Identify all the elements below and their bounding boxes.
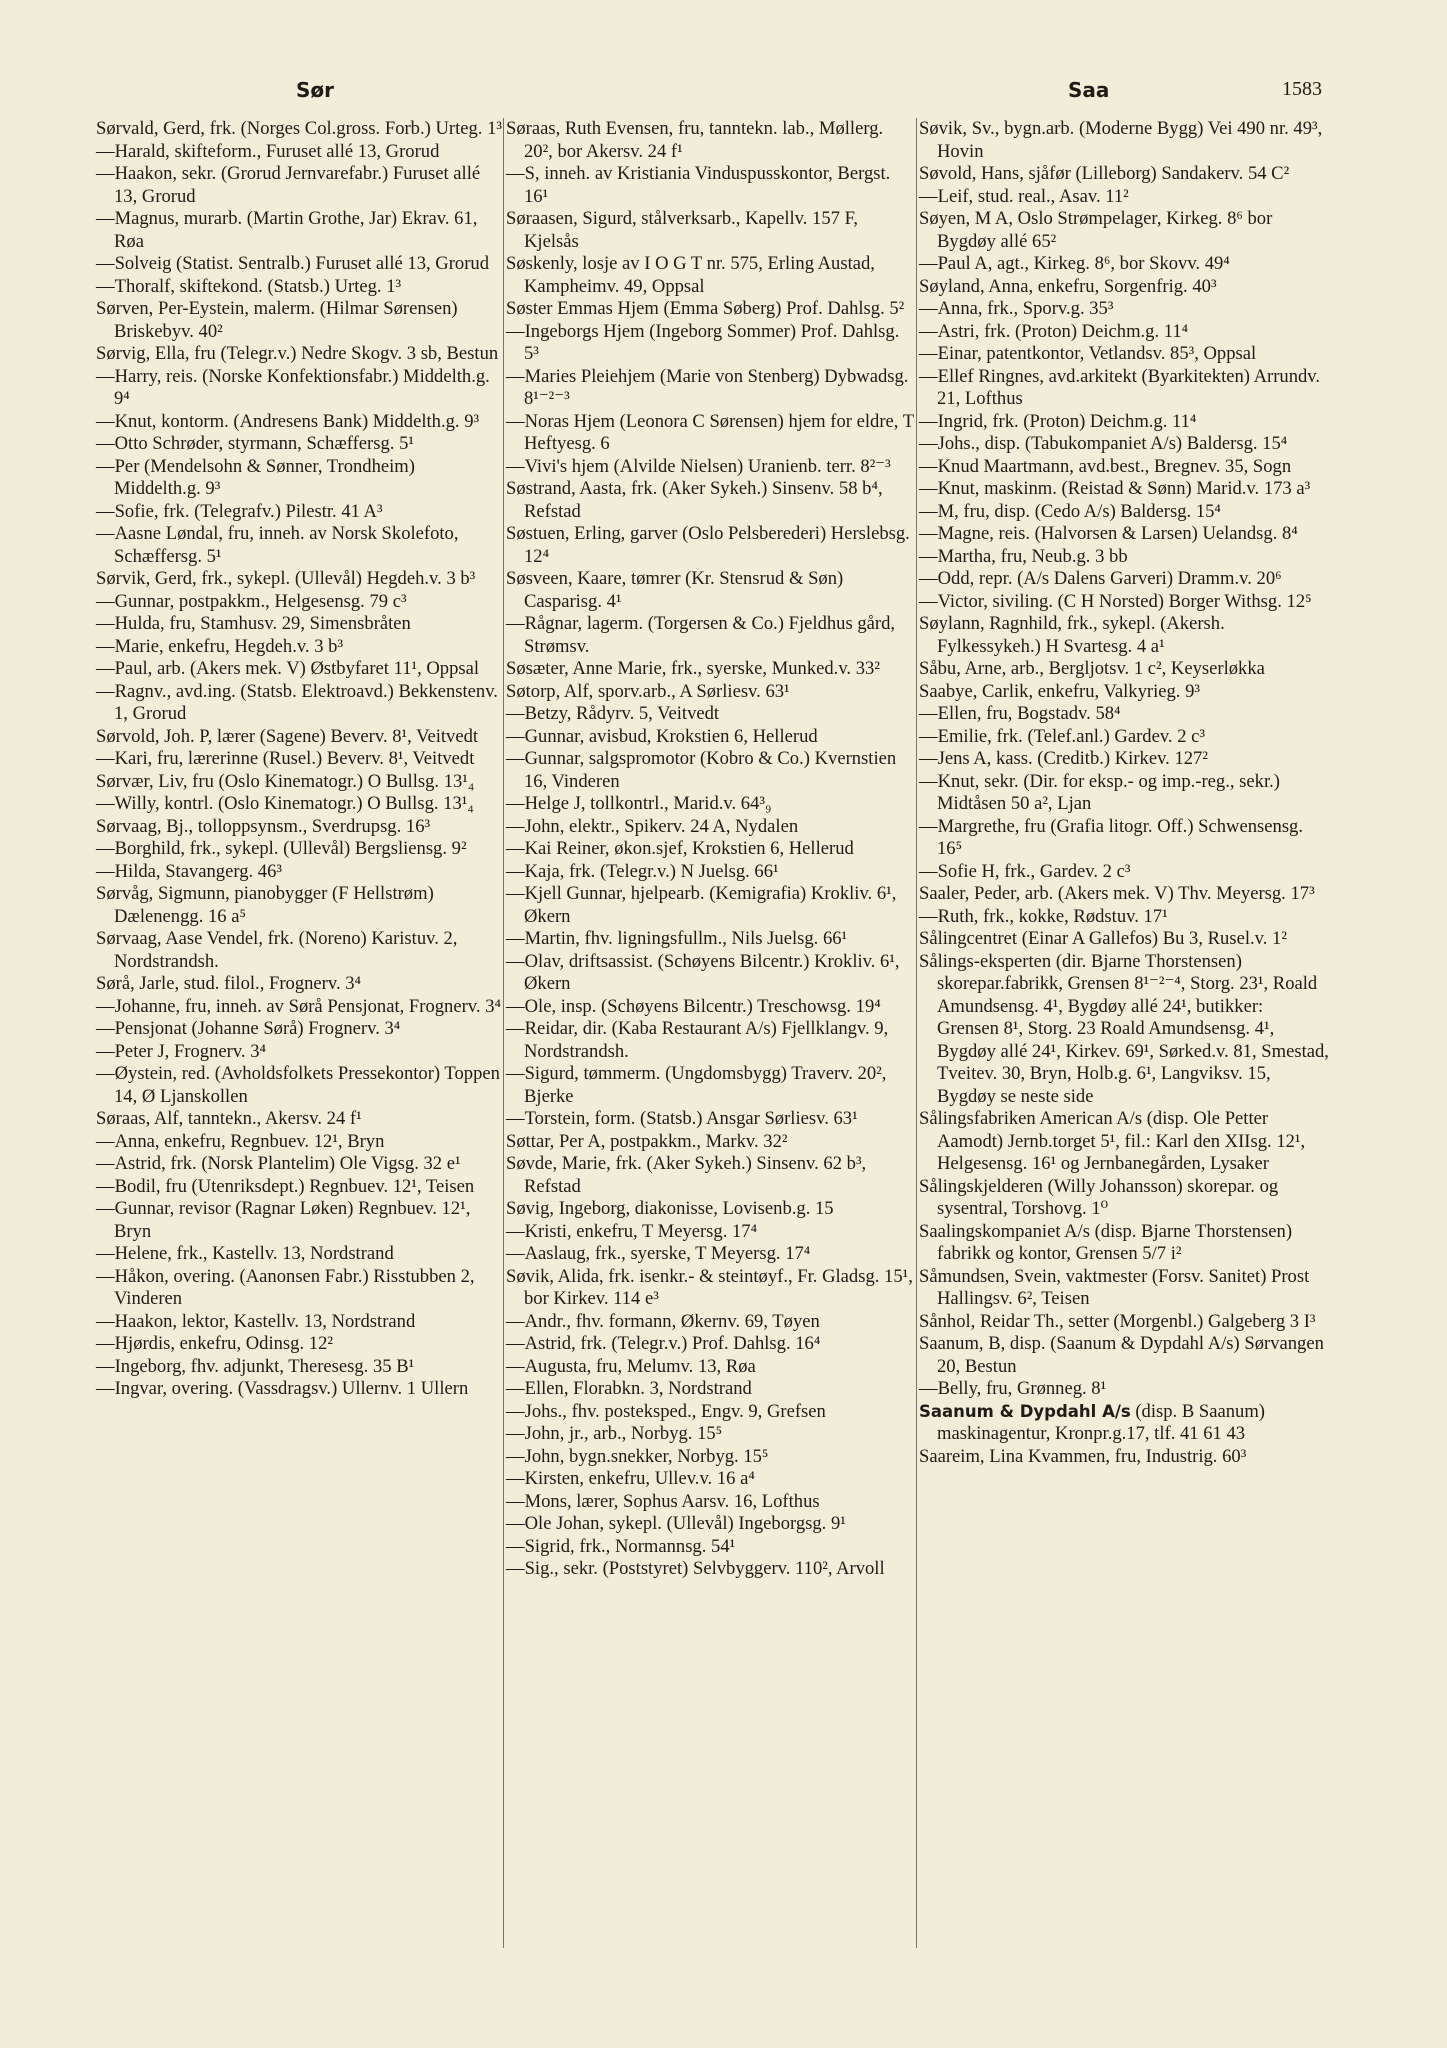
- directory-entry: Søvold, Hans, sjåfør (Lilleborg) Sandakerv. 54 C²: [919, 163, 1290, 184]
- directory-entry: —Bodil, fru (Utenriksdept.) Regnbuev. 12¹, Teisen: [96, 1175, 475, 1197]
- directory-entry: —Sofie, frk. (Telegrafv.) Pilestr. 41 A³: [96, 500, 383, 522]
- directory-entry: —Otto Schrøder, styrmann, Schæffersg. 5¹: [96, 433, 414, 454]
- directory-entry: —Kaja, frk. (Telegr.v.) N Juelsg. 66¹: [506, 860, 779, 882]
- directory-entry: Såbu, Arne, arb., Bergljotsv. 1 c², Keyserløkka: [919, 658, 1265, 679]
- directory-entry: —Willy, kontrl. (Oslo Kinematogr.) O Bullsg. 13¹₄: [96, 793, 474, 814]
- directory-entry: —Ruth, frk., kokke, Rødstuv. 17¹: [919, 905, 1168, 927]
- directory-entry: Søsveen, Kaare, tømrer (Kr. Stensrud & Søn) Casparisg. 4¹: [506, 568, 844, 612]
- directory-entry: —Sigurd, tømmerm. (Ungdomsbygg) Traverv. 20², Bjerke: [506, 1063, 887, 1107]
- directory-entry: Søyen, M A, Oslo Strømpelager, Kirkeg. 8⁶ bor Bygdøy allé 65²: [919, 208, 1273, 252]
- directory-entry: —Ingeborg, fhv. adjunkt, Theresesg. 35 B¹: [96, 1355, 415, 1377]
- directory-entry: Sørvåg, Sigmunn, pianobygger (F Hellstrøm) Dælenengg. 16 a⁵: [96, 883, 434, 927]
- directory-entry: —S, inneh. av Kristiania Vinduspusskontor, Bergst. 16¹: [506, 163, 891, 207]
- directory-entry: Søvde, Marie, frk. (Aker Sykeh.) Sinsenv. 62 b³, Refstad: [506, 1153, 867, 1197]
- directory-entry: Søraas, Ruth Evensen, fru, tanntekn. lab., Møllerg. 20², bor Akersv. 24 f¹: [506, 118, 884, 162]
- directory-entry: —Augusta, fru, Melumv. 13, Røa: [506, 1355, 756, 1377]
- directory-entry: —Odd, repr. (A/s Dalens Garveri) Dramm.v. 20⁶: [919, 568, 1282, 589]
- directory-entry: Søtorp, Alf, sporv.arb., A Sørliesv. 63¹: [506, 680, 790, 702]
- directory-column-3: [919, 118, 1329, 1468]
- directory-entry: —Astrid, frk. (Telegr.v.) Prof. Dahlsg. 16⁴: [506, 1333, 821, 1354]
- directory-entry: —Margrethe, fru (Grafia litogr. Off.) Schwensensg. 16⁵: [919, 815, 1303, 859]
- directory-entry: Søvik, Alida, frk. isenkr.- & steintøyf., Fr. Gladsg. 15¹, bor Kirkev. 114 e³: [506, 1265, 913, 1309]
- page-header: [0, 78, 1447, 108]
- directory-entry: —Kristi, enkefru, T Meyersg. 17⁴: [506, 1220, 758, 1242]
- directory-entry: —Ingrid, frk. (Proton) Deichm.g. 11⁴: [919, 410, 1197, 432]
- directory-entry: Sørå, Jarle, stud. filol., Frognerv. 3⁴: [96, 973, 362, 994]
- directory-entry: —John, elektr., Spikerv. 24 A, Nydalen: [506, 815, 799, 837]
- directory-entry: Søyland, Anna, enkefru, Sorgenfrig. 40³: [919, 275, 1217, 297]
- directory-entry: Såmundsen, Svein, vaktmester (Forsv. Sanitet) Prost Hallingsv. 6², Teisen: [919, 1265, 1310, 1309]
- directory-entry: —Kari, fru, lærerinne (Rusel.) Beverv. 8¹, Veitvedt: [96, 748, 475, 769]
- directory-entry: —Ingvar, overing. (Vassdragsv.) Ullernv. 1 Ullern: [96, 1378, 469, 1399]
- directory-entry: Søttar, Per A, postpakkm., Markv. 32²: [506, 1130, 788, 1152]
- directory-entry: —Øystein, red. (Avholdsfolkets Pressekontor) Toppen 14, Ø Ljanskollen: [96, 1063, 500, 1107]
- directory-entry: —Aaslaug, frk., syerske, T Meyersg. 17⁴: [506, 1243, 811, 1264]
- directory-entry: Saanum & Dypdahl A/s (disp. B Saanum) maskinagentur, Kronpr.g.17, tlf. 41 61 43: [919, 1400, 1265, 1444]
- directory-entry: Sørvik, Gerd, frk., sykepl. (Ullevål) Hegdeh.v. 3 b³: [96, 568, 476, 589]
- directory-entry: Sålingskjelderen (Willy Johansson) skorepar. og sysentral, Torshovg. 1⁰: [919, 1175, 1279, 1219]
- directory-entry: —Ole, insp. (Schøyens Bilcentr.) Treschowsg. 19⁴: [506, 995, 881, 1017]
- directory-entry: Sørvold, Joh. P, lærer (Sagene) Beverv. 8¹, Veitvedt: [96, 725, 479, 747]
- directory-entry: —Paul A, agt., Kirkeg. 8⁶, bor Skovv. 49⁴: [919, 253, 1230, 274]
- directory-entry: —Magnus, murarb. (Martin Grothe, Jar) Ekrav. 61, Røa: [96, 208, 478, 252]
- directory-entry: Søster Emmas Hjem (Emma Søberg) Prof. Dahlsg. 5²: [506, 298, 905, 319]
- directory-entry: Sørvær, Liv, fru (Oslo Kinematogr.) O Bullsg. 13¹₄: [96, 770, 475, 792]
- directory-entry: Sørvald, Gerd, frk. (Norges Col.gross. Forb.) Urteg. 1³: [96, 118, 502, 139]
- directory-entry: —Ole Johan, sykepl. (Ullevål) Ingeborgsg. 9¹: [506, 1513, 846, 1534]
- directory-entry: Søylann, Ragnhild, frk., sykepl. (Akersh. Fylkessykeh.) H Svartesg. 4 a¹: [919, 613, 1225, 657]
- directory-entry: —Vivi's hjem (Alvilde Nielsen) Uranienb. terr. 8²⁻³: [506, 455, 891, 477]
- directory-entry: —Helene, frk., Kastellv. 13, Nordstrand: [96, 1243, 394, 1264]
- directory-entry: —Victor, siviling. (C H Norsted) Borger Withsg. 12⁵: [919, 590, 1312, 612]
- bold-entry-name: Saanum & Dypdahl A/s: [919, 1401, 1131, 1421]
- header-left-word: Sør: [296, 78, 335, 102]
- directory-entry: —Knud Maartmann, avd.best., Bregnev. 35, Sogn: [919, 455, 1292, 477]
- directory-entry: —Sig., sekr. (Poststyret) Selvbyggerv. 110², Arvoll: [506, 1558, 885, 1579]
- directory-entry: —Kai Reiner, økon.sjef, Krokstien 6, Hellerud: [506, 838, 854, 859]
- directory-entry: —Kjell Gunnar, hjelpearb. (Kemigrafia) Krokliv. 6¹, Økern: [506, 883, 897, 927]
- directory-entry: —Hilda, Stavangerg. 46³: [96, 860, 282, 882]
- directory-entry: Søvig, Ingeborg, diakonisse, Lovisenb.g. 15: [506, 1198, 834, 1219]
- directory-entry: —Hjørdis, enkefru, Odinsg. 12²: [96, 1333, 333, 1354]
- directory-entry: —Ellef Ringnes, avd.arkitekt (Byarkitekten) Arrundv. 21, Lofthus: [919, 365, 1321, 409]
- directory-entry: Sørven, Per-Eystein, malerm. (Hilmar Sørensen) Briskebyv. 40²: [96, 298, 458, 342]
- directory-entry: —Borghild, frk., sykepl. (Ullevål) Bergsliensg. 9²: [96, 838, 467, 859]
- directory-entry: —Aasne Løndal, fru, inneh. av Norsk Skolefoto, Schæffersg. 5¹: [96, 523, 459, 567]
- directory-entry: —Ragnv., avd.ing. (Statsb. Elektroavd.) Bekkenstenv. 1, Grorud: [96, 680, 498, 724]
- directory-entry: —Astri, frk. (Proton) Deichm.g. 11⁴: [919, 320, 1189, 342]
- directory-entry: —Mons, lærer, Sophus Aarsv. 16, Lofthus: [506, 1490, 820, 1512]
- directory-entry: —Leif, stud. real., Asav. 11²: [919, 185, 1129, 207]
- directory-entry: —Gunnar, avisbud, Krokstien 6, Hellerud: [506, 725, 818, 747]
- directory-entry: —Peter J, Frognerv. 3⁴: [96, 1040, 267, 1062]
- directory-column-2: [506, 118, 914, 1581]
- directory-entry: —Johs., disp. (Tabukompaniet A/s) Baldersg. 15⁴: [919, 433, 1288, 454]
- directory-entry: —Harry, reis. (Norske Konfektionsfabr.) Middelth.g. 9⁴: [96, 365, 490, 409]
- directory-entry: —Paul, arb. (Akers mek. V) Østbyfaret 11¹, Oppsal: [96, 658, 480, 679]
- directory-entry: —Emilie, frk. (Telef.anl.) Gardev. 2 c³: [919, 725, 1205, 747]
- directory-entry: Sørvaag, Aase Vendel, frk. (Noreno) Karistuv. 2, Nordstrandsh.: [96, 928, 458, 972]
- directory-entry: —Anna, frk., Sporv.g. 35³: [919, 298, 1114, 319]
- directory-entry: —Johanne, fru, inneh. av Sørå Pensjonat, Frognerv. 3⁴: [96, 995, 501, 1017]
- directory-entry: Søskenly, losje av I O G T nr. 575, Erling Austad, Kampheimv. 49, Oppsal: [506, 253, 875, 297]
- directory-entry: —Belly, fru, Grønneg. 8¹: [919, 1378, 1107, 1399]
- directory-entry: —M, fru, disp. (Cedo A/s) Baldersg. 15⁴: [919, 500, 1221, 522]
- directory-entry: Søsæter, Anne Marie, frk., syerske, Munked.v. 33²: [506, 658, 880, 679]
- directory-entry: —Gunnar, postpakkm., Helgesensg. 79 c³: [96, 590, 407, 612]
- directory-entry: —Sofie H, frk., Gardev. 2 c³: [919, 860, 1131, 882]
- directory-entry: —Johs., fhv. posteksped., Engv. 9, Grefsen: [506, 1400, 826, 1422]
- directory-entry: Søraas, Alf, tanntekn., Akersv. 24 f¹: [96, 1108, 362, 1129]
- directory-entry: —John, jr., arb., Norbyg. 15⁵: [506, 1423, 723, 1444]
- directory-entry: —Ellen, Florabkn. 3, Nordstrand: [506, 1378, 752, 1399]
- directory-entry: —Harald, skifteform., Furuset allé 13, Grorud: [96, 140, 440, 162]
- directory-entry: —Hulda, fru, Stamhusv. 29, Simensbråten: [96, 613, 411, 634]
- directory-entry: —Martha, fru, Neub.g. 3 bb: [919, 545, 1128, 567]
- directory-entry: —Maries Pleiehjem (Marie von Stenberg) Dybwadsg. 8¹⁻²⁻³: [506, 365, 909, 409]
- directory-entry: —Olav, driftsassist. (Schøyens Bilcentr.) Krokliv. 6¹, Økern: [506, 950, 900, 994]
- directory-entry: —Ingeborgs Hjem (Ingeborg Sommer) Prof. Dahlsg. 5³: [506, 320, 900, 364]
- directory-entry: Saanum, B, disp. (Saanum & Dypdahl A/s) Sørvangen 20, Bestun: [919, 1333, 1324, 1377]
- directory-entry: —Martin, fhv. ligningsfullm., Nils Juelsg. 66¹: [506, 928, 848, 949]
- directory-entry: —Ellen, fru, Bogstadv. 58⁴: [919, 703, 1121, 724]
- directory-entry: Sålingcentret (Einar A Gallefos) Bu 3, Rusel.v. 1²: [919, 928, 1287, 949]
- directory-entry: Søstrand, Aasta, frk. (Aker Sykeh.) Sinsenv. 58 b⁴, Refstad: [506, 478, 883, 522]
- directory-entry: Sørvig, Ella, fru (Telegr.v.) Nedre Skogv. 3 sb, Bestun: [96, 343, 499, 364]
- directory-entry: Sånhol, Reidar Th., setter (Morgenbl.) Galgeberg 3 I³: [919, 1310, 1316, 1332]
- directory-entry: Saabye, Carlik, enkefru, Valkyrieg. 9³: [919, 680, 1200, 702]
- directory-entry: —Anna, enkefru, Regnbuev. 12¹, Bryn: [96, 1130, 385, 1152]
- directory-entry: —Marie, enkefru, Hegdeh.v. 3 b³: [96, 635, 344, 657]
- directory-entry: Søraasen, Sigurd, stålverksarb., Kapellv. 157 F, Kjelsås: [506, 208, 859, 252]
- directory-entry: —Gunnar, revisor (Ragnar Løken) Regnbuev. 12¹, Bryn: [96, 1198, 471, 1242]
- directory-entry: —Kirsten, enkefru, Ullev.v. 16 a⁴: [506, 1468, 755, 1489]
- header-center-word: Saa: [1068, 78, 1110, 102]
- directory-entry: —Knut, maskinm. (Reistad & Sønn) Marid.v. 173 a³: [919, 478, 1311, 499]
- directory-entry: —Noras Hjem (Leonora C Sørensen) hjem for eldre, T Heftyesg. 6: [506, 410, 914, 454]
- directory-entry: —Knut, kontorm. (Andresens Bank) Middelth.g. 9³: [96, 410, 480, 432]
- directory-entry: —Andr., fhv. formann, Økernv. 69, Tøyen: [506, 1310, 820, 1332]
- directory-entry: —Pensjonat (Johanne Sørå) Frognerv. 3⁴: [96, 1018, 401, 1039]
- directory-entry: —Gunnar, salgspromotor (Kobro & Co.) Kvernstien 16, Vinderen: [506, 748, 897, 792]
- page-number: 1583: [1282, 78, 1322, 100]
- directory-entry: Saaler, Peder, arb. (Akers mek. V) Thv. Meyersg. 17³: [919, 883, 1315, 904]
- directory-entry: —Betzy, Rådyrv. 5, Veitvedt: [506, 703, 720, 724]
- directory-entry: —Per (Mendelsohn & Sønner, Trondheim) Middelth.g. 9³: [96, 455, 415, 499]
- directory-entry: Søstuen, Erling, garver (Oslo Pelsberederi) Herslebsg. 12⁴: [506, 523, 910, 567]
- directory-entry: —Knut, sekr. (Dir. for eksp.- og imp.-reg., sekr.) Midtåsen 50 a², Ljan: [919, 770, 1280, 814]
- directory-entry: —Astrid, frk. (Norsk Plantelim) Ole Vigsg. 32 e¹: [96, 1153, 461, 1174]
- directory-entry: Sålingsfabriken American A/s (disp. Ole Petter Aamodt) Jernb.torget 5¹, fil.: Karl den XIIsg. 12¹, Helgesensg. 16¹ og Jernbanegården, Lysaker: [919, 1108, 1306, 1174]
- directory-entry: Saareim, Lina Kvammen, fru, Industrig. 60³: [919, 1445, 1247, 1467]
- directory-entry: Saalingskompaniet A/s (disp. Bjarne Thorstensen) fabrikk og kontor, Grensen 5/7 i²: [919, 1220, 1293, 1264]
- directory-entry: —Håkon, overing. (Aanonsen Fabr.) Risstubben 2, Vinderen: [96, 1265, 475, 1309]
- directory-column-1: [96, 118, 504, 1401]
- directory-entry: —Thoralf, skiftekond. (Statsb.) Urteg. 1³: [96, 275, 402, 297]
- directory-entry: —Magne, reis. (Halvorsen & Larsen) Uelandsg. 8⁴: [919, 523, 1298, 544]
- directory-entry: —Sigrid, frk., Normannsg. 54¹: [506, 1535, 736, 1557]
- directory-entry: —John, bygn.snekker, Norbyg. 15⁵: [506, 1445, 769, 1467]
- directory-entry: Sålings-eksperten (dir. Bjarne Thorstensen) skorepar.fabrikk, Grensen 8¹⁻²⁻⁴, Storg. 23¹, Roald Amundsensg. 4¹, Bygdøy allé 24¹, butikker: Grensen 8¹, Storg. 23 Roald Amundsensg. 4¹, Bygdøy allé 24¹, Kirkev. 69¹, Sørked.v. 81, Smestad, Tveitev. 30, Bryn, Holb.g. 6¹, Langviksv. 15, Bygdøy se neste side: [919, 950, 1329, 1107]
- directory-entry: Søvik, Sv., bygn.arb. (Moderne Bygg) Vei 490 nr. 49³, Hovin: [919, 118, 1323, 162]
- directory-entry: —Rågnar, lagerm. (Torgersen & Co.) Fjeldhus gård, Strømsv.: [506, 613, 896, 657]
- directory-entry: —Haakon, sekr. (Grorud Jernvarefabr.) Furuset allé 13, Grorud: [96, 163, 481, 207]
- directory-entry: —Solveig (Statist. Sentralb.) Furuset allé 13, Grorud: [96, 253, 490, 274]
- directory-entry: —Torstein, form. (Statsb.) Ansgar Sørliesv. 63¹: [506, 1108, 858, 1129]
- column-divider: [916, 118, 917, 1948]
- directory-entry: Sørvaag, Bj., tolloppsynsm., Sverdrupsg. 16³: [96, 815, 431, 837]
- directory-entry: —Reidar, dir. (Kaba Restaurant A/s) Fjellklangv. 9, Nordstrandsh.: [506, 1018, 889, 1062]
- directory-entry: —Jens A, kass. (Creditb.) Kirkev. 127²: [919, 748, 1208, 769]
- directory-entry: —Haakon, lektor, Kastellv. 13, Nordstrand: [96, 1310, 416, 1332]
- directory-entry: —Einar, patentkontor, Vetlandsv. 85³, Oppsal: [919, 343, 1257, 364]
- directory-entry: —Helge J, tollkontrl., Marid.v. 64³₉: [506, 793, 772, 814]
